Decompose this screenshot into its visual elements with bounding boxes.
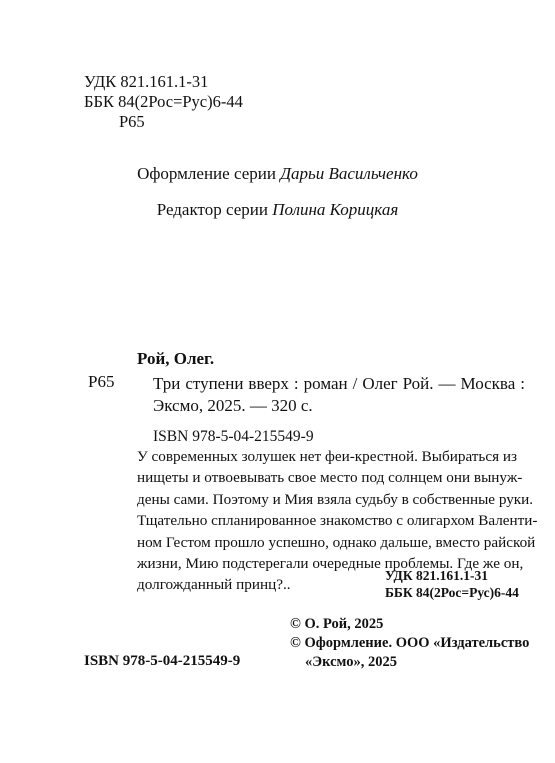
author-cipher: Р65 [119, 112, 145, 131]
series-editor-label: Редактор серии [156, 200, 273, 219]
footer-udk-code: УДК 821.161.1-31 [385, 568, 488, 583]
bbk-code: ББК 84(2Рос=Рус)6-44 [84, 92, 243, 111]
copyright-design: © Оформление. ООО «Издательство [290, 635, 530, 651]
series-editor-name: Полина Корицкая [272, 200, 399, 219]
annotation-line: ном Гестом прошло успешно, однако дальше, вместо райской [137, 533, 536, 551]
series-design-label: Оформление серии [137, 164, 281, 183]
annotation-line: дены сами. Поэтому и Мия взяла судьбу в собственные руки. [137, 490, 534, 508]
series-editor-credit [0, 199, 555, 221]
copyright-design-cont: «Эксмо», 2025 [305, 654, 397, 670]
bib-author: Рой, Олег. [137, 349, 215, 368]
annotation-line: Тщательно спланированное знакомство с олигархом Валенти- [137, 512, 538, 530]
series-design-name: Дарьи Васильченко [280, 164, 418, 183]
copyright-author: © О. Рой, 2025 [290, 616, 384, 632]
footer-isbn: ISBN 978-5-04-215549-9 [84, 653, 241, 669]
bib-cipher: Р65 [88, 372, 115, 391]
series-design-credit [0, 163, 555, 185]
bib-description-line2: Эксмо, 2025. — 320 с. [153, 396, 313, 415]
annotation-line: нищеты и отвоевывать свое место под солнцем они вынуж- [137, 469, 523, 487]
bib-description-line1: Три ступени вверх : роман / Олег Рой. — Москва : [153, 374, 525, 393]
udk-code: УДК 821.161.1-31 [84, 72, 209, 91]
annotation-line: У современных золушек нет феи-крестной. Выбираться из [137, 448, 518, 465]
annotation-line: долгожданный принц?.. [137, 576, 291, 594]
footer-bbk-code: ББК 84(2Рос=Рус)6-44 [385, 585, 519, 600]
annotation-line: жизни, Мию подстерегали очередные проблемы. Где же он, [137, 555, 524, 573]
bib-isbn: ISBN 978-5-04-215549-9 [153, 428, 314, 445]
